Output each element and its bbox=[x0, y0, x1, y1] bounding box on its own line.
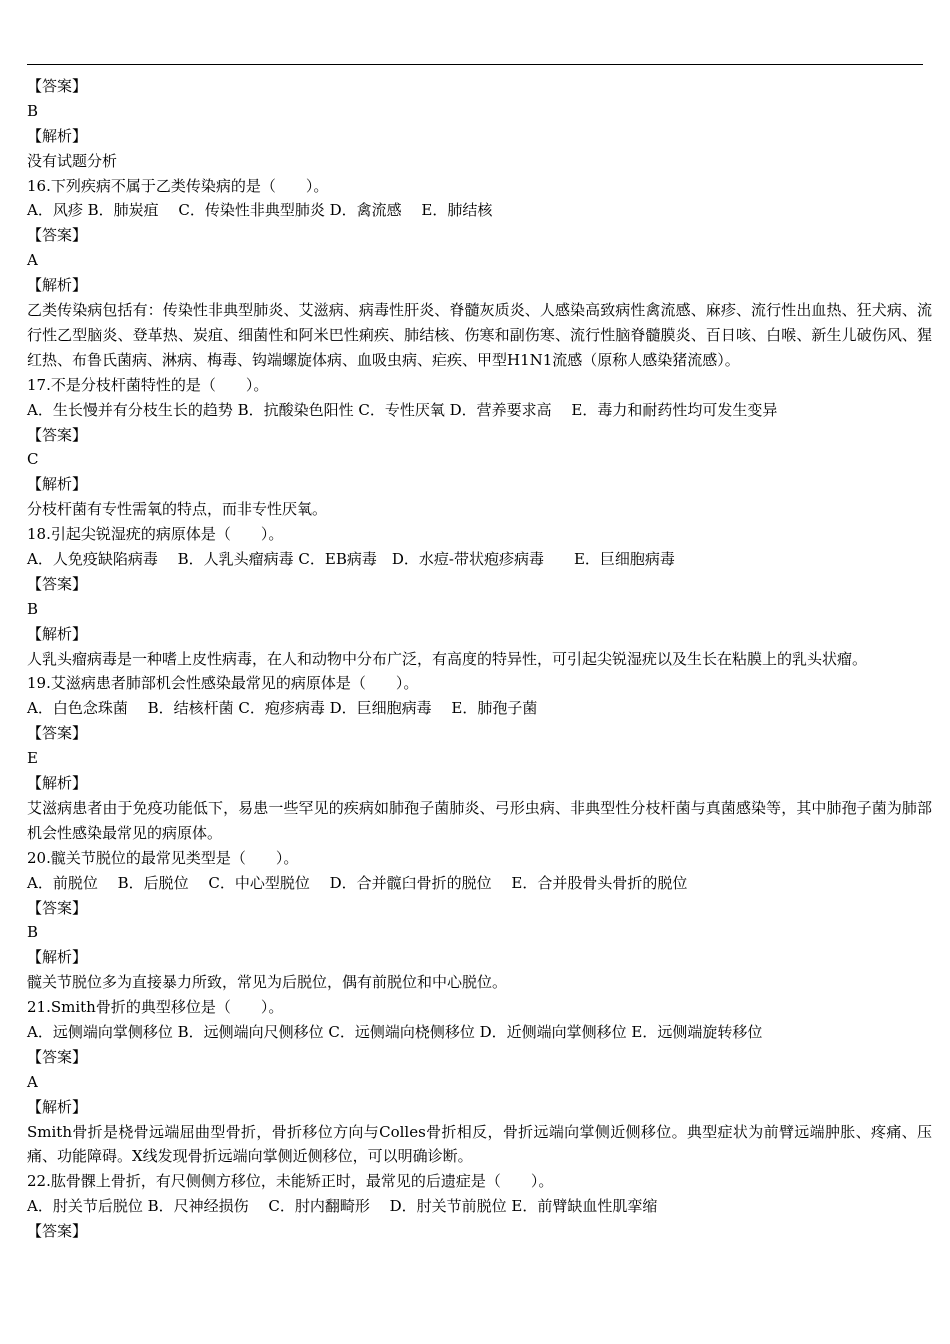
question-19 bbox=[27, 671, 932, 845]
question-options: A．风疹 B．肺炭疽 C．传染性非典型肺炎 D．禽流感 E．肺结核 bbox=[27, 201, 493, 220]
document-body bbox=[27, 74, 932, 1244]
question-options: A．生长慢并有分枝生长的趋势 B．抗酸染色阳性 C．专性厌氧 D．营养要求高 E．毒力和耐药性均可发生变异 bbox=[27, 400, 778, 419]
answer-label: 【答案】 bbox=[27, 1047, 88, 1066]
question-21 bbox=[27, 995, 932, 1169]
answer-label: 【答案】 bbox=[27, 898, 88, 917]
question-16 bbox=[27, 174, 932, 373]
question-stem: 22.肱骨髁上骨折，有尺侧侧方移位，未能矫正时，最常见的后遗症是（ ）。 bbox=[27, 1172, 554, 1191]
answer-label: 【答案】 bbox=[27, 226, 88, 245]
question-18 bbox=[27, 522, 932, 671]
question-20 bbox=[27, 846, 932, 995]
header-rule bbox=[27, 64, 923, 65]
analysis-text: 分枝杆菌有专性需氧的特点，而非专性厌氧。 bbox=[27, 500, 328, 519]
analysis-label: 【解析】 bbox=[27, 276, 88, 295]
question-options: A．人免疫缺陷病毒 B．人乳头瘤病毒 C．EB病毒 D．水痘-带状疱疹病毒 E．巨细胞病毒 bbox=[27, 549, 675, 568]
question-options: A．前脱位 B．后脱位 C．中心型脱位 D．合并髋臼骨折的脱位 E．合并股骨头骨折的脱位 bbox=[27, 873, 688, 892]
analysis-label: 【解析】 bbox=[27, 1097, 88, 1116]
analysis-label: 【解析】 bbox=[27, 126, 88, 145]
question-stem: 20.髋关节脱位的最常见类型是（ ）。 bbox=[27, 848, 299, 867]
analysis-label: 【解析】 bbox=[27, 624, 88, 643]
answer-value: A bbox=[27, 251, 38, 270]
question-stem: 17.不是分枝杆菌特性的是（ ）。 bbox=[27, 375, 269, 394]
analysis-text: 髋关节脱位多为直接暴力所致，常见为后脱位，偶有前脱位和中心脱位。 bbox=[27, 973, 508, 992]
question-stem: 18.引起尖锐湿疣的病原体是（ ）。 bbox=[27, 525, 284, 544]
analysis-text: 艾滋病患者由于免疫功能低下，易患一些罕见的疾病如肺孢子菌肺炎、弓形虫病、非典型性分枝杆菌与真菌感染等，其中肺孢子菌为肺部机会性感染最常见的病原体。 bbox=[27, 798, 932, 842]
question-stem: 16.下列疾病不属于乙类传染病的是（ ）。 bbox=[27, 176, 329, 195]
answer-value: B bbox=[27, 101, 39, 120]
answer-value: E bbox=[27, 749, 38, 768]
answer-label: 【答案】 bbox=[27, 574, 88, 593]
answer-label: 【答案】 bbox=[27, 77, 88, 95]
question-22 bbox=[27, 1169, 932, 1244]
analysis-label: 【解析】 bbox=[27, 475, 88, 494]
question-stem: 21.Smith骨折的典型移位是（ ）。 bbox=[27, 998, 284, 1017]
answer-block-top bbox=[27, 74, 932, 174]
question-options: A．肘关节后脱位 B．尺神经损伤 C．肘内翻畸形 D．肘关节前脱位 E．前臂缺血性肌挛缩 bbox=[27, 1197, 658, 1216]
analysis-text: 没有试题分析 bbox=[27, 151, 118, 170]
answer-value: B bbox=[27, 599, 39, 618]
answer-label: 【答案】 bbox=[27, 724, 88, 743]
answer-value: A bbox=[27, 1072, 38, 1091]
question-options: A．白色念珠菌 B．结核杆菌 C．疱疹病毒 D．巨细胞病毒 E．肺孢子菌 bbox=[27, 699, 538, 718]
answer-value: C bbox=[27, 450, 39, 469]
answer-label: 【答案】 bbox=[27, 425, 88, 444]
answer-value: B bbox=[27, 923, 39, 942]
question-stem: 19.艾滋病患者肺部机会性感染最常见的病原体是（ ）。 bbox=[27, 674, 419, 693]
answer-label: 【答案】 bbox=[27, 1222, 88, 1241]
analysis-label: 【解析】 bbox=[27, 774, 88, 793]
analysis-label: 【解析】 bbox=[27, 948, 88, 967]
question-17 bbox=[27, 373, 932, 522]
analysis-text: 乙类传染病包括有：传染性非典型肺炎、艾滋病、病毒性肝炎、脊髓灰质炎、人感染高致病性禽流感、麻疹、流行性出血热、狂犬病、流行性乙型脑炎、登革热、炭疽、细菌性和阿米巴性痢疾、肺结核、伤寒和副伤寒、流行性脑脊髓膜炎、百日咳、白喉、新生儿破伤风、猩红热、布鲁氏菌病、淋病、梅毒、钩端螺旋体病、血吸虫病、疟疾、甲型H1N1流感（原称人感染猪流感）。 bbox=[27, 301, 932, 369]
question-options: A．远侧端向掌侧移位 B．远侧端向尺侧移位 C．远侧端向桡侧移位 D．近侧端向掌侧移位 E．远侧端旋转移位 bbox=[27, 1022, 763, 1041]
analysis-text: 人乳头瘤病毒是一种嗜上皮性病毒，在人和动物中分布广泛，有高度的特异性，可引起尖锐湿疣以及生长在粘膜上的乳头状瘤。 bbox=[27, 649, 868, 668]
analysis-text: Smith骨折是桡骨远端屈曲型骨折，骨折移位方向与Colles骨折相反，骨折远端向掌侧近侧移位。典型症状为前臂远端肿胀、疼痛、压痛、功能障碍。X线发现骨折远端向掌侧近侧移位，可以明确诊断。 bbox=[27, 1122, 932, 1166]
